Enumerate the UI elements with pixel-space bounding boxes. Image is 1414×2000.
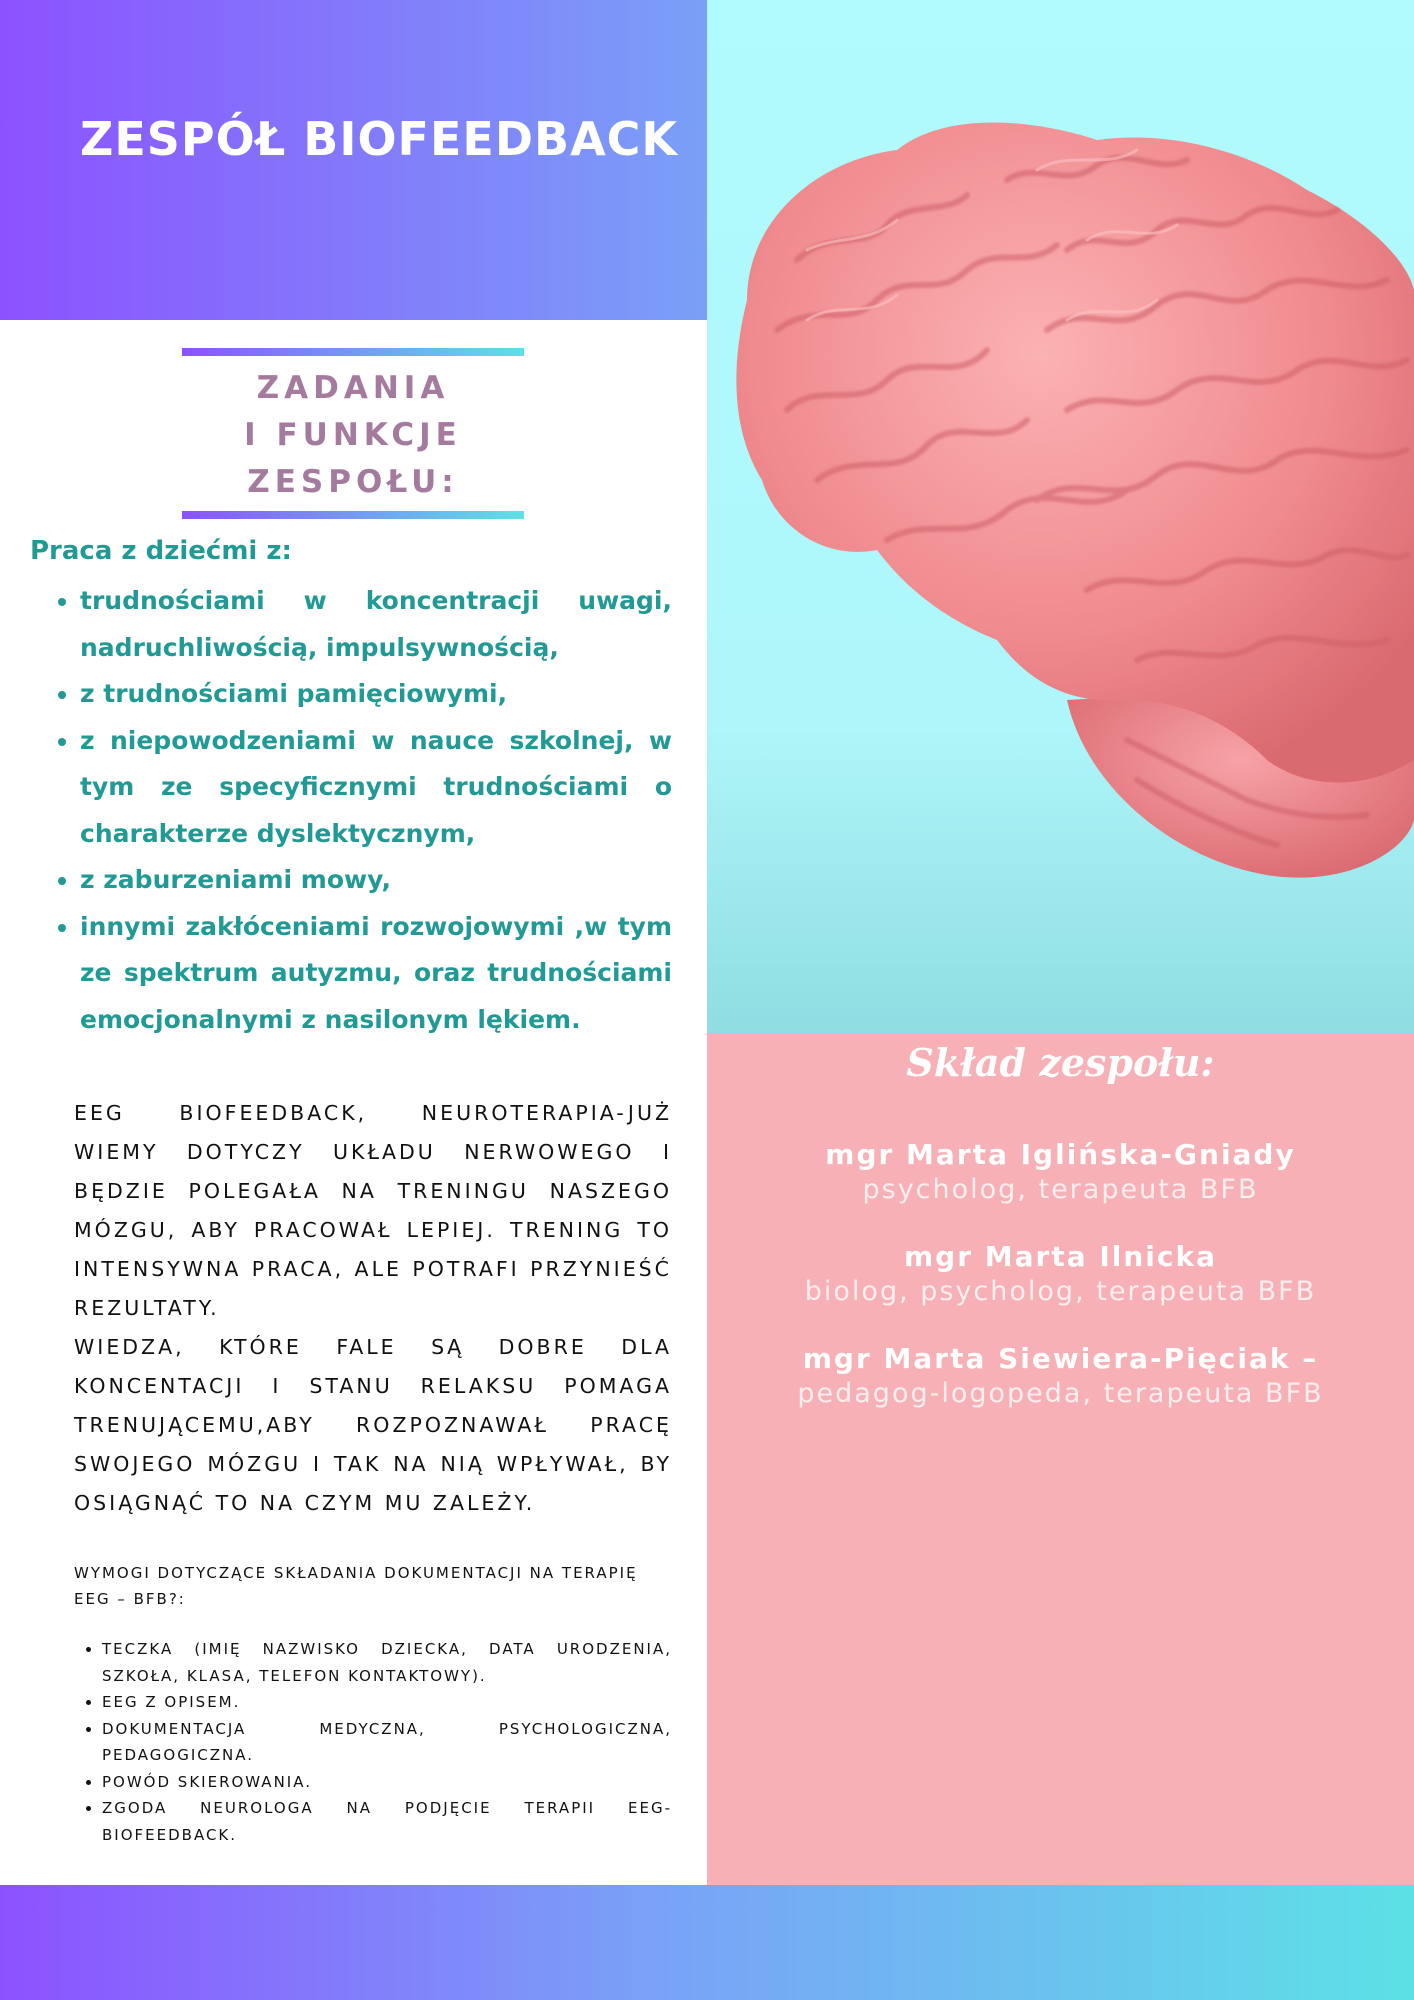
member-role: biolog, psycholog, terapeuta BFB xyxy=(804,1276,1317,1307)
tasks-intro: Praca z dziećmi z: xyxy=(30,536,292,566)
tasks-heading-line: I FUNKCJE xyxy=(244,417,462,453)
heading-rule-bottom xyxy=(182,511,524,519)
requirements-list xyxy=(74,1636,672,1848)
member-name: mgr Marta Ilnicka xyxy=(903,1240,1218,1273)
brain-image-panel xyxy=(707,0,1414,1034)
tasks-heading xyxy=(182,365,524,506)
task-list xyxy=(30,578,672,1043)
heading-rule-top xyxy=(182,348,524,356)
list-item: • ZGODA NEUROLOGA NA PODJĘCIE TERAPII EEG-BIOFEEDBACK. xyxy=(102,1795,672,1848)
brain-image xyxy=(707,0,1414,1034)
footer-band xyxy=(0,1885,1414,2000)
member-name: mgr Marta Iglińska-Gniady xyxy=(825,1138,1296,1171)
member-role: pedagog-logopeda, terapeuta BFB xyxy=(797,1378,1324,1409)
tasks-heading-line: ZADANIA xyxy=(256,370,450,406)
requirements-title: WYMOGI DOTYCZĄCE SKŁADANIA DOKUMENTACJI NA TERAPIĘ EEG – BFB?: xyxy=(74,1564,638,1608)
list-item: • EEG Z OPISEM. xyxy=(102,1689,672,1716)
member-name: mgr Marta Siewiera-Pięciak – xyxy=(802,1342,1319,1375)
list-item: • z trudnościami pamięciowymi, xyxy=(80,671,672,718)
list-item: • innymi zakłóceniami rozwojowymi ,w tym ze spektrum autyzmu, oraz trudnościami emocjonalnymi z nasilonym lękiem. xyxy=(80,904,672,1044)
list-item: • DOKUMENTACJA MEDYCZNA, PSYCHOLOGICZNA, PEDAGOGICZNA. xyxy=(102,1716,672,1769)
header-banner xyxy=(0,0,707,320)
tasks-heading-line: ZESPOŁU: xyxy=(247,464,459,500)
page-title: ZESPÓŁ BIOFEEDBACK xyxy=(80,112,679,166)
list-item: • z zaburzeniami mowy, xyxy=(80,857,672,904)
list-item: • z niepowodzeniami w nauce szkolnej, w tym ze specyficznymi trudnościami o charakterze dyslektycznym, xyxy=(80,718,672,858)
list-item: • POWÓD SKIEROWANIA. xyxy=(102,1769,672,1796)
list-item: • trudnościami w koncentracji uwagi, nadruchliwością, impulsywnością, xyxy=(80,578,672,671)
team-heading: Skład zespołu: xyxy=(906,1040,1215,1085)
eeg-description xyxy=(74,1094,672,1523)
eeg-paragraph: EEG BIOFEEDBACK, NEUROTERAPIA-JUŻ WIEMY DOTYCZY UKŁADU NERWOWEGO I BĘDZIE POLEGAŁA NA TRENINGU NASZEGO MÓZGU, ABY PRACOWAŁ LEPIEJ. TRENING TO INTENSYWNA PRACA, ALE POTRAFI PRZYNIEŚĆ REZULTATY. xyxy=(74,1101,672,1320)
member-role: psycholog, terapeuta BFB xyxy=(862,1174,1259,1205)
list-item: • TECZKA (IMIĘ NAZWISKO DZIECKA, DATA URODZENIA, SZKOŁA, KLASA, TELEFON KONTAKTOWY). xyxy=(102,1636,672,1689)
eeg-paragraph: WIEDZA, KTÓRE FALE SĄ DOBRE DLA KONCENTACJI I STANU RELAKSU POMAGA TRENUJĄCEMU,ABY ROZPOZNAWAŁ PRACĘ SWOJEGO MÓZGU I TAK NA NIĄ WPŁYWAŁ, BY OSIĄGNĄĆ TO NA CZYM MU ZALEŻY. xyxy=(74,1335,672,1515)
